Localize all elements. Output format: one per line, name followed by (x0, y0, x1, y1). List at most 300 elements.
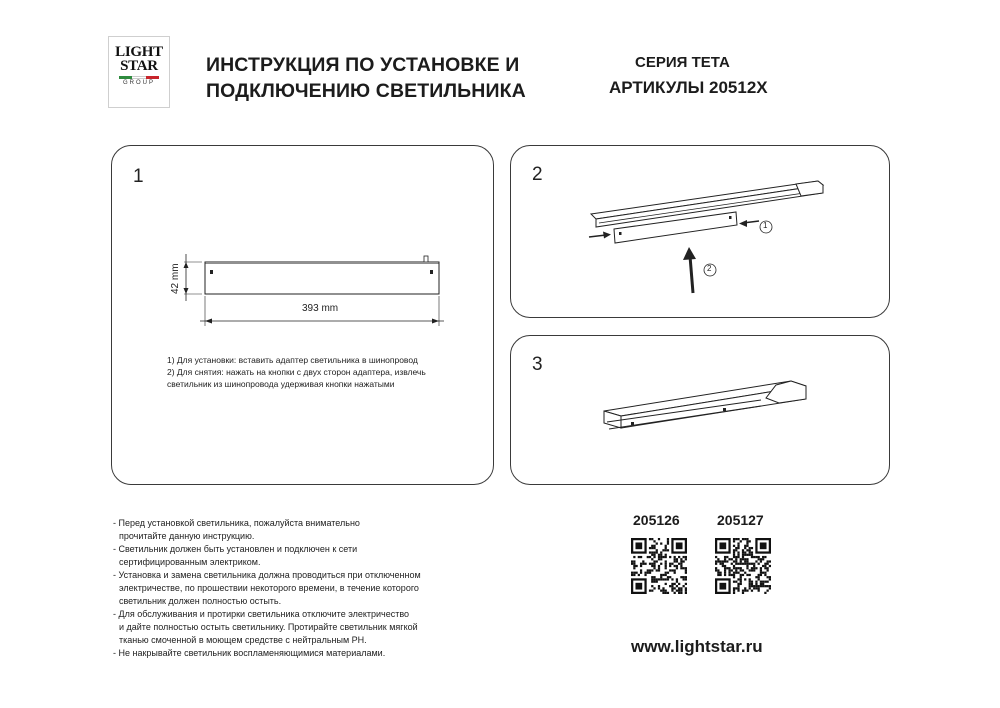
qr-module (769, 585, 771, 587)
qr-module (660, 578, 662, 580)
qr-module (746, 590, 748, 592)
qr-module (642, 560, 644, 562)
button-dot-right (729, 216, 732, 219)
qr-module (764, 574, 766, 576)
qr-module (683, 567, 685, 569)
qr-module (653, 565, 655, 567)
qr-module (717, 569, 719, 571)
qr-module (751, 556, 753, 558)
qr-module (767, 590, 769, 592)
qr-module (678, 556, 680, 558)
qr-module (651, 569, 653, 571)
qr-module (683, 556, 685, 558)
qr-module (651, 565, 653, 567)
qr-module (719, 560, 721, 562)
qr-module (746, 567, 748, 569)
qr-module (674, 569, 676, 571)
qr-module (751, 585, 753, 587)
dimension-drawing (112, 146, 495, 486)
qr-module (767, 581, 769, 583)
qr-module (667, 549, 669, 551)
qr-module (678, 563, 680, 565)
installed-button-left (631, 422, 634, 425)
qr-module (740, 576, 742, 578)
qr-module (749, 585, 751, 587)
qr-module (660, 554, 662, 556)
qr-module (651, 581, 653, 583)
qr-module (762, 585, 764, 587)
qr-module (715, 556, 717, 558)
qr-module (653, 567, 655, 569)
qr-module (749, 569, 751, 571)
qr-module (751, 563, 753, 565)
qr-module (755, 587, 757, 589)
qr-module (644, 574, 646, 576)
qr-module (733, 549, 735, 551)
qr-module (726, 556, 728, 558)
qr-module (740, 574, 742, 576)
flag-red (146, 76, 159, 79)
qr-module (660, 551, 662, 553)
qr-module (751, 547, 753, 549)
qr-module (749, 540, 751, 542)
qr-module (751, 551, 753, 553)
height-dim-arrow-top (184, 262, 189, 268)
note-line: и дайте полностью остыть светильнику. Протирайте светильник мягкой (119, 622, 418, 632)
qr-module (737, 551, 739, 553)
qr-module (740, 560, 742, 562)
qr-module (719, 574, 721, 576)
note-line: - Светильник должен быть установлен и подключен к сети (113, 544, 358, 554)
note-line: прочитайте данную инструкцию. (119, 531, 255, 541)
qr-module (767, 567, 769, 569)
qr-module (680, 587, 682, 589)
qr-finder-module (635, 542, 642, 549)
qr-module (726, 560, 728, 562)
qr-module (631, 574, 633, 576)
qr-module (742, 551, 744, 553)
qr-module (764, 563, 766, 565)
push-arrow-left-shaft (589, 235, 606, 237)
qr-module (767, 569, 769, 571)
qr-module (733, 551, 735, 553)
qr-module (742, 563, 744, 565)
fixture-button-left (210, 270, 213, 274)
qr-module (642, 563, 644, 565)
qr-module (649, 547, 651, 549)
qr-finder-module (719, 583, 726, 590)
qr-module (751, 581, 753, 583)
flag-green (119, 76, 132, 79)
qr-module (671, 590, 673, 592)
qr-module (660, 542, 662, 544)
qr-module (760, 585, 762, 587)
articles-label: АРТИКУЛЫ 20512X (609, 78, 768, 97)
qr-module (658, 554, 660, 556)
qr-module (758, 578, 760, 580)
qr-finder-module (719, 542, 726, 549)
qr-module (735, 587, 737, 589)
installation-drawing (511, 146, 891, 319)
qr-module (662, 578, 664, 580)
installed-drawing (511, 336, 891, 486)
qr-module (749, 547, 751, 549)
qr-module (660, 563, 662, 565)
qr-module (740, 583, 742, 585)
qr-module (737, 583, 739, 585)
qr-module (665, 565, 667, 567)
qr-module (762, 565, 764, 567)
qr-finder-module (676, 542, 683, 549)
qr-module (653, 554, 655, 556)
qr-module (737, 545, 739, 547)
qr-module (667, 592, 669, 594)
qr-module (722, 563, 724, 565)
note-line: - Для обслуживания и протирки светильника отключите электричество (113, 609, 410, 619)
qr-module (665, 574, 667, 576)
qr-module (676, 581, 678, 583)
qr-module (755, 567, 757, 569)
qr-module (737, 578, 739, 580)
qr-module (658, 578, 660, 580)
qr-module (740, 540, 742, 542)
qr-module (719, 563, 721, 565)
qr-module (651, 545, 653, 547)
qr-module (728, 574, 730, 576)
qr-module (737, 590, 739, 592)
qr-module (751, 554, 753, 556)
qr-module (760, 560, 762, 562)
qr-module (685, 576, 687, 578)
qr-module (671, 578, 673, 580)
qr-module (667, 572, 669, 574)
qr-module (676, 578, 678, 580)
qr-module (676, 558, 678, 560)
qr-module (715, 560, 717, 562)
qr-module (667, 578, 669, 580)
qr-module (746, 540, 748, 542)
qr-module (683, 578, 685, 580)
qr-module (764, 592, 766, 594)
qr-module (735, 569, 737, 571)
qr-module (744, 547, 746, 549)
qr-module (744, 551, 746, 553)
qr-module (667, 540, 669, 542)
qr-module (651, 538, 653, 540)
qr-code-1[interactable] (631, 538, 687, 594)
qr-module (744, 590, 746, 592)
qr-module (742, 569, 744, 571)
qr-module (742, 574, 744, 576)
qr-module (653, 576, 655, 578)
qr-module (665, 590, 667, 592)
qr-module (744, 587, 746, 589)
qr-module (633, 567, 635, 569)
qr-module (662, 556, 664, 558)
qr-module (735, 556, 737, 558)
qr-module (635, 565, 637, 567)
qr-module (674, 583, 676, 585)
qr-module (755, 576, 757, 578)
qr-module (758, 574, 760, 576)
qr-module (658, 558, 660, 560)
qr-module (633, 574, 635, 576)
qr-module (737, 585, 739, 587)
qr-module (653, 560, 655, 562)
qr-module (735, 572, 737, 574)
qr-module (633, 560, 635, 562)
qr-module (740, 578, 742, 580)
qr-module (746, 563, 748, 565)
qr-finder-module (635, 583, 642, 590)
qr-module (656, 578, 658, 580)
qr-module (640, 556, 642, 558)
qr-module (717, 574, 719, 576)
qr-module (658, 587, 660, 589)
qr-module (753, 569, 755, 571)
qr-module (749, 578, 751, 580)
qr-module (665, 545, 667, 547)
qr-module (737, 563, 739, 565)
qr-module (733, 545, 735, 547)
note-line: - Не накрывайте светильник воспламеняющимися материалами. (113, 648, 386, 658)
qr-module (644, 572, 646, 574)
qr-module (742, 556, 744, 558)
lightstar-logo (108, 36, 170, 108)
qr-module (633, 572, 635, 574)
qr-module (724, 574, 726, 576)
qr-module (753, 585, 755, 587)
qr-module (746, 565, 748, 567)
qr-module (742, 590, 744, 592)
qr-module (671, 569, 673, 571)
width-dimension-label: 393 mm (302, 303, 339, 314)
qr-module (751, 567, 753, 569)
qr-module (749, 549, 751, 551)
qr-module (685, 556, 687, 558)
qr-module (767, 560, 769, 562)
height-dim-arrow-bottom (184, 288, 189, 294)
qr-module (724, 556, 726, 558)
panel-number: 2 (532, 164, 543, 185)
qr-module (656, 581, 658, 583)
qr-module (746, 560, 748, 562)
qr-module (662, 549, 664, 551)
qr-module (742, 558, 744, 560)
qr-module (749, 551, 751, 553)
qr-module (671, 563, 673, 565)
qr-module (651, 590, 653, 592)
qr-module (685, 572, 687, 574)
qr-module (665, 560, 667, 562)
fixture-body (205, 262, 439, 294)
qr-module (676, 560, 678, 562)
qr-module (749, 563, 751, 565)
qr-code-2[interactable] (715, 538, 771, 594)
step-line: 2) Для снятия: нажать на кнопки с двух сторон адаптера, извлечь (167, 367, 426, 377)
qr-module (764, 556, 766, 558)
qr-module (662, 587, 664, 589)
qr-module (744, 572, 746, 574)
qr-module (733, 556, 735, 558)
qr-module (760, 572, 762, 574)
qr-module (653, 556, 655, 558)
qr-finder-module (760, 542, 767, 549)
qr-module (685, 558, 687, 560)
qr-module (671, 583, 673, 585)
safety-notes (113, 517, 421, 660)
qr-module (733, 574, 735, 576)
qr-module (733, 576, 735, 578)
qr-module (658, 538, 660, 540)
qr-module (674, 572, 676, 574)
qr-module (749, 587, 751, 589)
qr-module (735, 549, 737, 551)
logo-text-light: LIGHT (115, 44, 163, 60)
qr-module (653, 547, 655, 549)
qr-module (744, 558, 746, 560)
qr-module (674, 556, 676, 558)
insert-arrow-shaft (690, 256, 693, 293)
series-label: СЕРИЯ ТЕТА (635, 54, 730, 71)
qr-module (640, 569, 642, 571)
qr-module (649, 538, 651, 540)
fixture-button-right (430, 270, 433, 274)
qr-module (649, 572, 651, 574)
insert-arrow-head (683, 247, 696, 260)
qr-module (678, 587, 680, 589)
document-title (206, 52, 526, 104)
product-code-1: 205126 (633, 512, 680, 528)
qr-module (751, 583, 753, 585)
qr-module (746, 549, 748, 551)
note-line: электричестве, по прошествии некоторого времени, в течение которого (119, 583, 419, 593)
qr-module (746, 542, 748, 544)
qr-module (640, 565, 642, 567)
qr-module (674, 558, 676, 560)
qr-module (635, 572, 637, 574)
qr-module (685, 590, 687, 592)
installed-button-right (723, 408, 726, 411)
qr-module (660, 590, 662, 592)
callout-1-label: 1 (763, 221, 768, 230)
qr-module (728, 569, 730, 571)
qr-module (638, 556, 640, 558)
qr-module (753, 556, 755, 558)
qr-module (758, 590, 760, 592)
qr-module (737, 538, 739, 540)
qr-module (656, 542, 658, 544)
qr-module (640, 563, 642, 565)
qr-module (665, 549, 667, 551)
website-link[interactable]: www.lightstar.ru (631, 637, 763, 656)
qr-module (733, 560, 735, 562)
qr-module (737, 567, 739, 569)
qr-module (767, 585, 769, 587)
qr-module (744, 578, 746, 580)
qr-module (751, 590, 753, 592)
qr-module (769, 565, 771, 567)
note-line: светильник должен полностью остыть. (119, 596, 282, 606)
qr-module (728, 558, 730, 560)
qr-module (764, 585, 766, 587)
qr-module (638, 574, 640, 576)
qr-module (633, 556, 635, 558)
qr-module (680, 565, 682, 567)
qr-module (669, 565, 671, 567)
qr-module (742, 549, 744, 551)
qr-module (658, 556, 660, 558)
qr-module (656, 569, 658, 571)
qr-module (669, 556, 671, 558)
qr-module (665, 554, 667, 556)
qr-module (724, 565, 726, 567)
fixture-tab (424, 256, 428, 262)
qr-module (647, 572, 649, 574)
qr-module (640, 572, 642, 574)
qr-module (724, 560, 726, 562)
flag-white (132, 76, 145, 79)
qr-module (737, 572, 739, 574)
qr-module (767, 563, 769, 565)
qr-module (742, 592, 744, 594)
qr-module (683, 576, 685, 578)
qr-module (749, 574, 751, 576)
qr-module (676, 590, 678, 592)
step-line: светильник из шинопровода удерживая кнопки нажатыми (167, 379, 395, 389)
qr-module (660, 558, 662, 560)
qr-module (744, 545, 746, 547)
qr-module (715, 563, 717, 565)
qr-module (651, 547, 653, 549)
qr-module (651, 554, 653, 556)
qr-module (715, 569, 717, 571)
qr-module (746, 554, 748, 556)
qr-module (733, 567, 735, 569)
qr-module (731, 558, 733, 560)
qr-module (764, 581, 766, 583)
qr-module (733, 587, 735, 589)
qr-module (669, 569, 671, 571)
qr-module (685, 567, 687, 569)
qr-module (656, 549, 658, 551)
qr-module (676, 565, 678, 567)
qr-module (674, 565, 676, 567)
note-line: - Установка и замена светильника должна проводиться при отключенном (113, 570, 421, 580)
qr-module (669, 585, 671, 587)
push-arrow-left-head (603, 232, 611, 239)
width-dim-arrow-right (432, 319, 439, 324)
qr-module (724, 567, 726, 569)
qr-module (755, 560, 757, 562)
qr-module (680, 567, 682, 569)
qr-module (683, 585, 685, 587)
qr-module (653, 581, 655, 583)
note-line: - Перед установкой светильника, пожалуйста внимательно (113, 518, 360, 528)
qr-module (658, 569, 660, 571)
qr-module (660, 576, 662, 578)
qr-module (764, 572, 766, 574)
note-line: тканью смоченной в моющем средстве с нейтральным PH. (119, 635, 367, 645)
qr-module (758, 558, 760, 560)
track-end-cap (796, 181, 823, 196)
qr-module (680, 560, 682, 562)
qr-module (758, 556, 760, 558)
qr-module (724, 569, 726, 571)
qr-module (749, 581, 751, 583)
qr-module (647, 569, 649, 571)
qr-module (665, 583, 667, 585)
